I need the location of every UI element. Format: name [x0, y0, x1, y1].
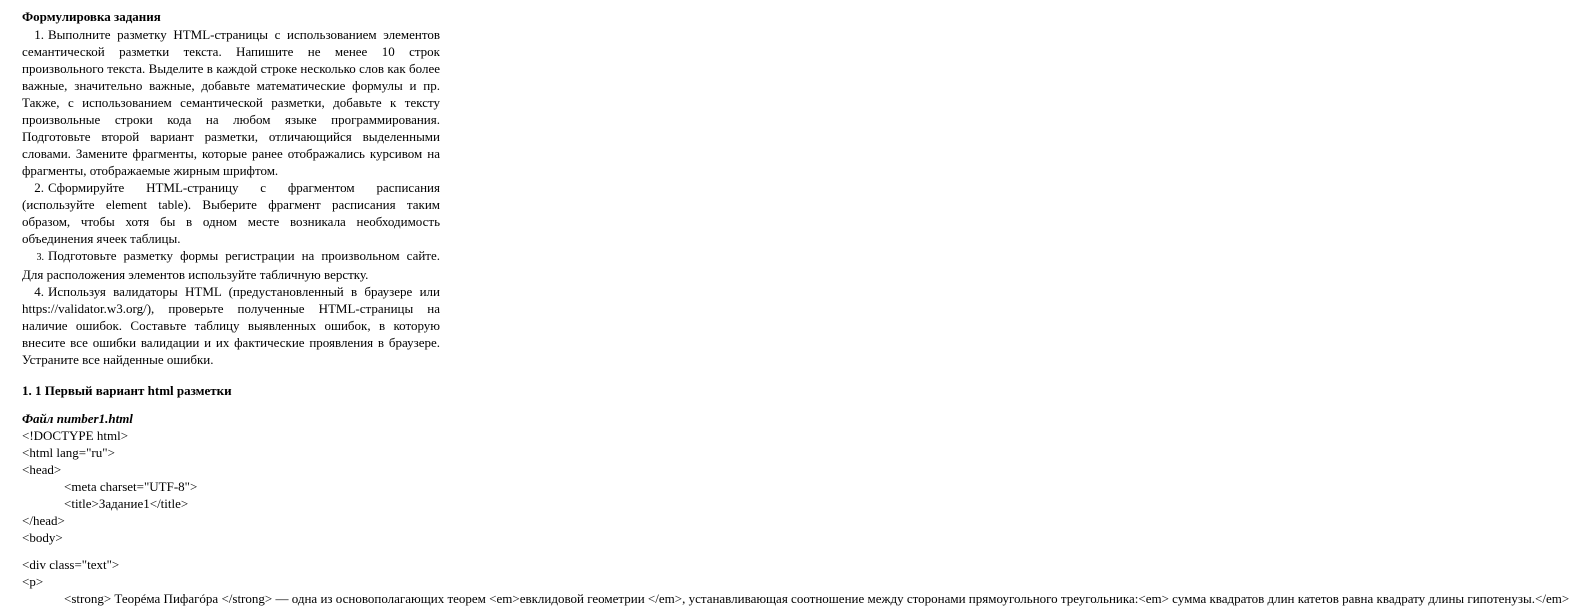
task-item-text: Сформируйте HTML-страницу с фрагментом расписания (используйте element table). Выберите фрагмент расписания таким образом, чтобы хотя бы в одном месте возникала необходимость объединения ячеек таблицы.: [22, 180, 440, 246]
task-item-text: Подготовьте разметку формы регистрации на произвольном сайте. Для расположения элементов используйте табличную верстку.: [22, 248, 440, 282]
file-heading: Файл number1.html: [22, 411, 133, 426]
task-item-text: Выполните разметку HTML-страницы с использованием элементов семантической разметки текста. Напишите не менее 10 строк произвольного текста. Выделите в каждой строке несколько слов как более важные, значительно важные, добавьте математические формулы и пр. Также, с использованием семантической разметки, добавьте к тексту произвольные строки кода на любом языке программирования. Подготовьте второй вариант разметки, отличающийся выделенными словами. Замените фрагменты, которые ранее отображались курсивом на фрагменты, отображаемые жирным шрифтом.: [22, 27, 440, 178]
code-blank-line: [22, 546, 440, 556]
code-line: <html lang="ru">: [22, 445, 115, 460]
code-line: <meta charset="UTF-8">: [64, 479, 198, 494]
code-line: </head>: [22, 513, 65, 528]
task-item-number: 3.: [36, 252, 44, 263]
code-line: <title>Задание1</title>: [64, 496, 189, 511]
task-item-2: [22, 179, 440, 247]
task-heading: Формулировка задания: [22, 9, 161, 24]
code-line: <div class="text">: [22, 557, 120, 572]
code-line: <p>: [22, 574, 44, 589]
code-line: <strong> Теорéма Пифагóра </strong> — одна из основополагающих теорем <em>евклидовой геометрии </em>, устанавливающая соотношение между сторонами прямоугольного треугольника:<em> сумма квадратов длин катетов равна квадрату длины гипотенузы.</em>: [64, 591, 1569, 606]
task-item-3: [22, 247, 440, 283]
code-line: <!DOCTYPE html>: [22, 428, 129, 443]
task-item-4: [22, 283, 440, 368]
task-item-text: Используя валидаторы HTML (предустановленный в браузере или https://validator.w3.org/), проверьте полученные HTML-страницы на наличие ошибок. Составьте таблицу выявленных ошибок, в которую внесите все ошибки валидации и их фактические проявления в браузере. Устраните все найденные ошибки.: [22, 284, 440, 367]
task-item-number: 1.: [34, 27, 44, 42]
code-line: <head>: [22, 462, 62, 477]
task-item-number: 4.: [34, 284, 44, 299]
task-item-number: 2.: [34, 180, 44, 195]
section-heading: 1. 1 Первый вариант html разметки: [22, 383, 232, 398]
task-item-1: [22, 26, 440, 179]
code-listing: [22, 427, 1569, 607]
code-line: <body>: [22, 530, 63, 545]
